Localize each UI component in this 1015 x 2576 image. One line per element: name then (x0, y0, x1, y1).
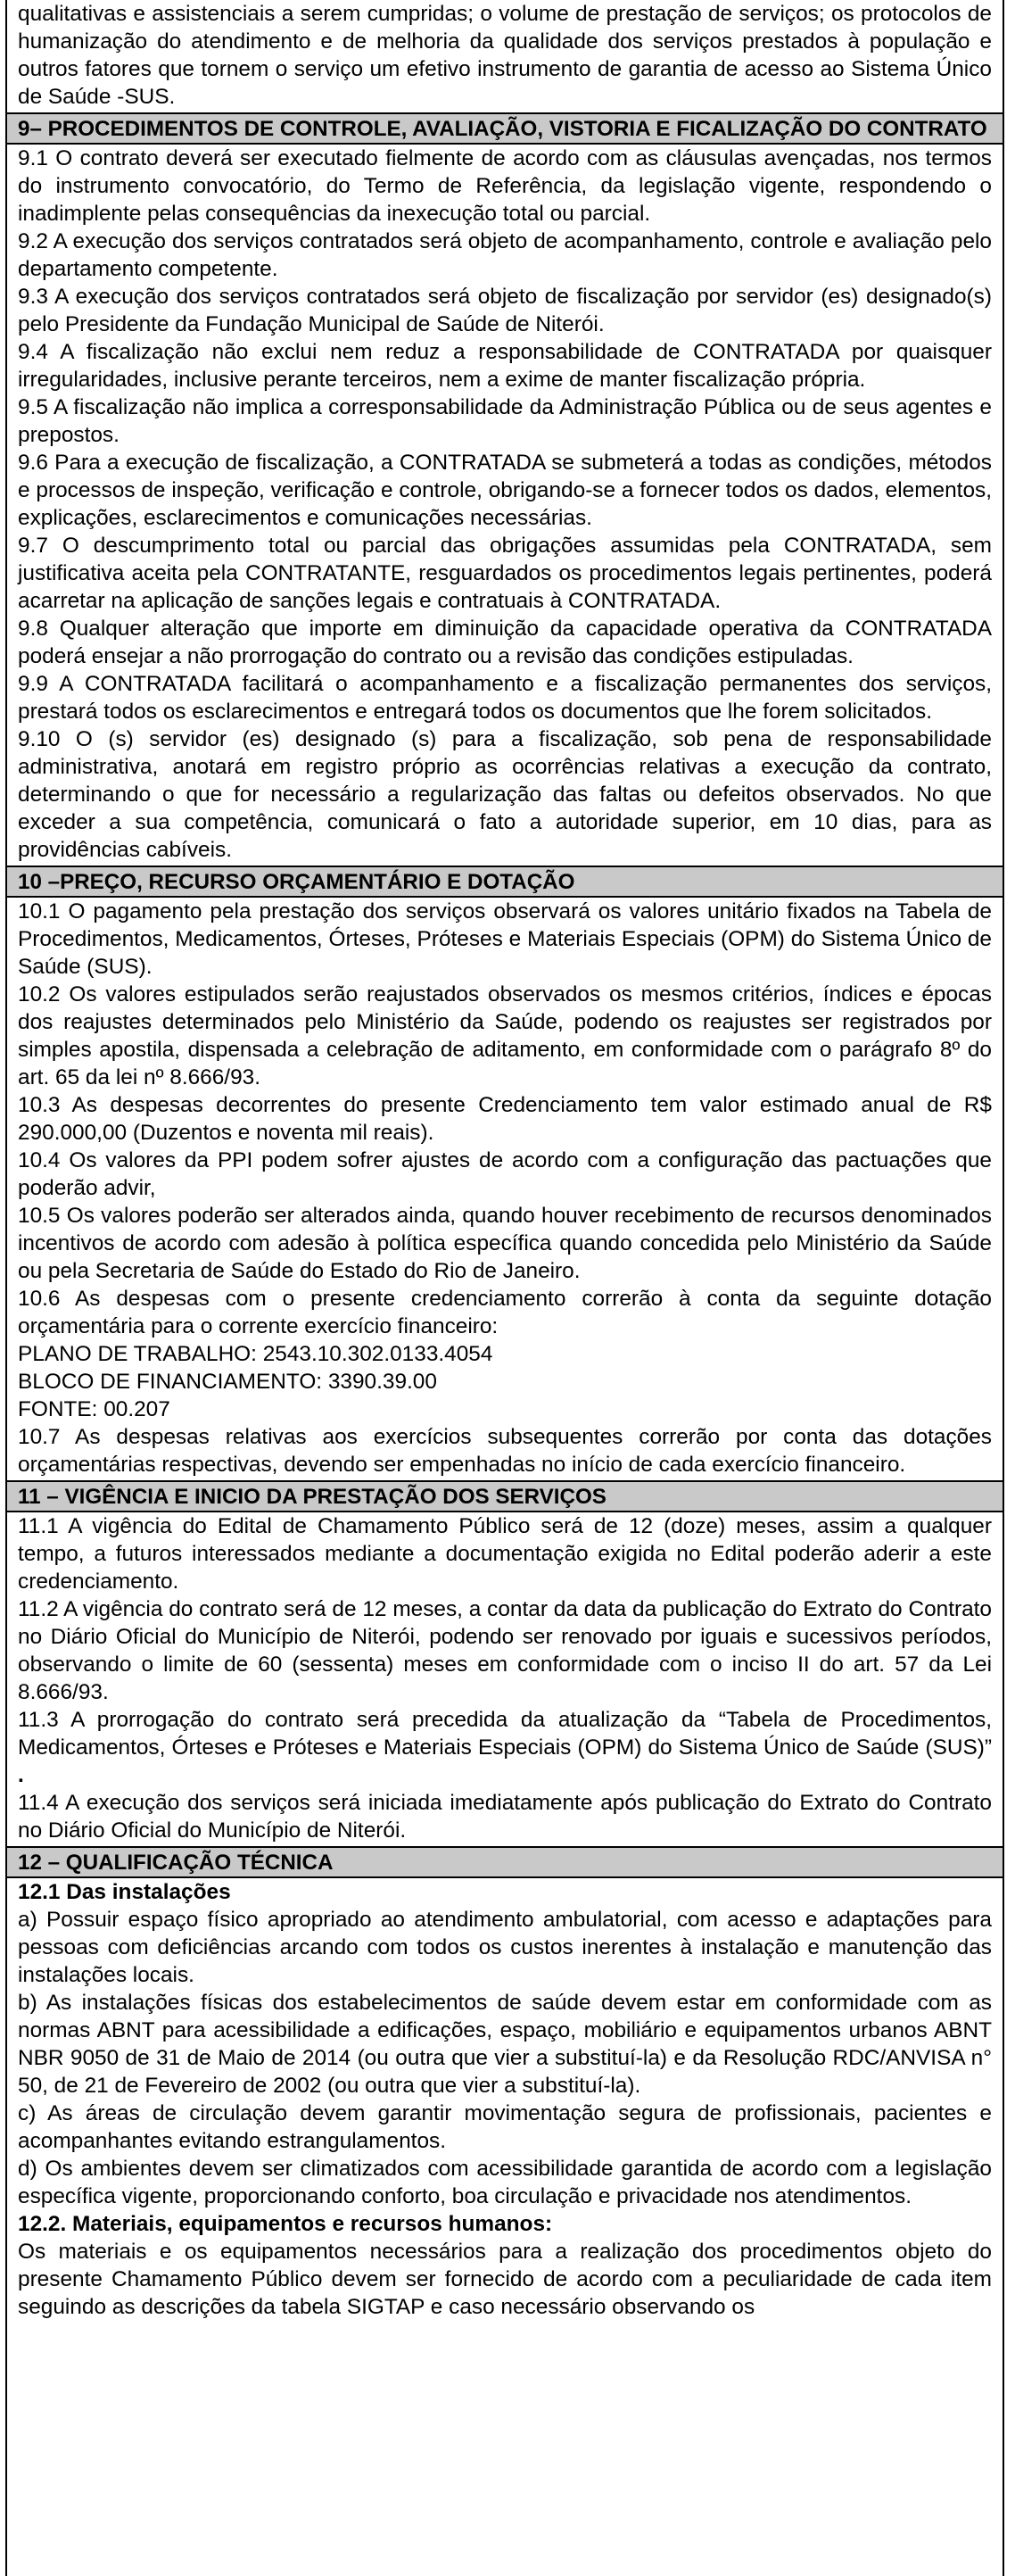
clause-9-9: 9.9 A CONTRATADA facilitará o acompanhamento e a fiscalização permanentes dos serviços, prestará todos os esclarecimentos e entregará todos os documentos que lhe forem solicitados. (18, 672, 992, 724)
clause-11-1: 11.1 A vigência do Edital de Chamamento Público será de 12 (doze) meses, assim a qualquer tempo, a futuros interessados mediante a documentação exigida no Edital poderão aderir a este credenciamento. (18, 1514, 992, 1594)
clause-11-3-text: 11.3 A prorrogação do contrato será precedida da atualização da “Tabela de Procedimentos, Medicamentos, Órteses e Próteses e Materiais Especiais (OPM) do Sistema Único de Saúde (SUS)” (18, 1708, 992, 1760)
budget-fonte: FONTE: 00.207 (18, 1397, 170, 1421)
budget-bloco-financiamento: BLOCO DE FINANCIAMENTO: 3390.39.00 (18, 1370, 437, 1394)
intro-paragraph: qualitativas e assistenciais a serem cumpridas; o volume de prestação de serviços; os protocolos de humanização do atendimento e de melhoria da qualidade dos serviços prestados à população e outros fatores que tornem o serviço um efetivo instrumento de garantia de acesso ao Sistema Único de Saúde -SUS. (18, 2, 992, 109)
clause-10-2: 10.2 Os valores estipulados serão reajustados observados os mesmos critérios, índices e épocas dos reajustes determinados pelo Ministério da Saúde, podendo os reajustes ser registrados por simples apostila, dispensada a celebração de aditamento, em conformidade com o parágrafo 8º do art. 65 da lei nº 8.666/93. (18, 982, 992, 1089)
clause-10-7: 10.7 As despesas relativas aos exercícios subsequentes correrão por conta das dotações orçamentárias respectivas, devendo ser empenhadas no início de cada exercício financeiro. (18, 1425, 992, 1477)
section-11-title: 11 – VIGÊNCIA E INICIO DA PRESTAÇÃO DOS SERVIÇOS (7, 1480, 1003, 1512)
subsection-12-1-title: 12.1 Das instalações (18, 1880, 231, 1904)
clause-12-2-text: Os materiais e os equipamentos necessários para a realização dos procedimentos objeto do presente Chamamento Público devem ser fornecido de acordo com a peculiaridade de cada item seguindo as descrições da tabela SIGTAP e caso necessário observando os (18, 2240, 992, 2319)
clause-10-4: 10.4 Os valores da PPI podem sofrer ajustes de acordo com a configuração das pactuações que poderão advir, (18, 1148, 992, 1200)
clause-10-3: 10.3 As despesas decorrentes do presente Credenciamento tem valor estimado anual de R$ 290.000,00 (Duzentos e noventa mil reais). (18, 1093, 992, 1145)
clause-11-3 (7, 1706, 1003, 1789)
clause-9-7: 9.7 O descumprimento total ou parcial das obrigações assumidas pela CONTRATADA, sem justificativa aceita pela CONTRATANTE, resguardados os procedimentos legais pertinentes, poderá acarretar na aplicação de sanções legais e contratuais à CONTRATADA. (18, 534, 992, 613)
clause-9-6: 9.6 Para a execução de fiscalização, a CONTRATADA se submeterá a todas as condições, métodos e processos de inspeção, verificação e controle, obrigando-se a fornecer todos os dados, elementos, explicações, esclarecimentos e comunicações necessárias. (18, 451, 992, 530)
clause-9-8: 9.8 Qualquer alteração que importe em diminuição da capacidade operativa da CONTRATADA poderá ensejar a não prorrogação do contrato ou a revisão das condições estipuladas. (18, 617, 992, 668)
item-12-1-a: a) Possuir espaço físico apropriado ao atendimento ambulatorial, com acesso e adaptações para pessoas com deficiências arcando com todos os custos inerentes à instalação e manutenção das instalações locais. (18, 1908, 992, 1987)
clause-9-3: 9.3 A execução dos serviços contratados será objeto de fiscalização por servidor (es) designado(s) pelo Presidente da Fundação Municipal de Saúde de Niterói. (18, 285, 992, 336)
item-12-1-b: b) As instalações físicas dos estabelecimentos de saúde devem estar em conformidade com as normas ABNT para acessibilidade a edificações, espaço, mobiliário e equipamentos urbanos ABNT NBR 9050 de 31 de Maio de 2014 (ou outra que vier a substituí-la) e da Resolução RDC/ANVISA n° 50, de 21 de Fevereiro de 2002 (ou outra que vier a substituí-la). (18, 1991, 992, 2098)
section-9-title: 9– PROCEDIMENTOS DE CONTROLE, AVALIAÇÃO, VISTORIA E FICALIZAÇÃO DO CONTRATO (7, 112, 1003, 145)
clause-11-4: 11.4 A execução dos serviços será iniciada imediatamente após publicação do Extrato do Contrato no Diário Oficial do Município de Niterói. (18, 1791, 992, 1843)
clause-9-1: 9.1 O contrato deverá ser executado fielmente de acordo com as cláusulas avençadas, nos termos do instrumento convocatório, do Termo de Referência, da legislação vigente, respondendo o inadimplente pelas consequências da inexecução total ou parcial. (18, 146, 992, 226)
clause-9-5: 9.5 A fiscalização não implica a corresponsabilidade da Administração Pública ou de seus agentes e prepostos. (18, 395, 992, 447)
clause-10-1: 10.1 O pagamento pela prestação dos serviços observará os valores unitário fixados na Tabela de Procedimentos, Medicamentos, Órteses, Próteses e Materiais Especiais (OPM) do Sistema Único de Saúde (SUS). (18, 899, 992, 979)
clause-9-10: 9.10 O (s) servidor (es) designado (s) para a fiscalização, sob pena de responsabilidade administrativa, anotará em registro próprio as ocorrências relativas a execução da contrato, determinando o que for necessário a regularização das faltas ou defeitos observados. No que exceder a sua competência, comunicará o fato a autoridade superior, em 10 dias, para as providências cabíveis. (18, 727, 992, 862)
budget-plano-trabalho: PLANO DE TRABALHO: 2543.10.302.0133.4054 (18, 1342, 493, 1366)
item-12-1-c: c) As áreas de circulação devem garantir movimentação segura de profissionais, pacientes e acompanhantes evitando estrangulamentos. (18, 2101, 992, 2153)
clause-11-2: 11.2 A vigência do contrato será de 12 meses, a contar da data da publicação do Extrato do Contrato no Diário Oficial do Município de Niterói, podendo ser renovado por iguais e sucessivos períodos, observando o limite de 60 (sessenta) meses em conformidade com o inciso II do art. 57 da Lei 8.666/93. (18, 1597, 992, 1704)
clause-10-5: 10.5 Os valores poderão ser alterados ainda, quando houver recebimento de recursos denominados incentivos de acordo com adesão à política específica quando concedida pelo Ministério da Saúde ou pela Secretaria de Saúde do Estado do Rio de Janeiro. (18, 1204, 992, 1283)
document-content (7, 0, 1003, 2321)
clause-9-2: 9.2 A execução dos serviços contratados será objeto de acompanhamento, controle e avaliação pelo departamento competente. (18, 229, 992, 281)
section-10-title: 10 –PREÇO, RECURSO ORÇAMENTÁRIO E DOTAÇÃO (7, 866, 1003, 898)
clause-9-4: 9.4 A fiscalização não exclui nem reduz a responsabilidade de CONTRATADA por quaisquer irregularidades, inclusive perante terceiros, nem a exime de manter fiscalização própria. (18, 340, 992, 392)
clause-10-6: 10.6 As despesas com o presente credenciamento correrão à conta da seguinte dotação orçamentária para o corrente exercício financeiro: (18, 1287, 992, 1338)
section-12-title: 12 – QUALIFICAÇÃO TÉCNICA (7, 1846, 1003, 1878)
document-frame (5, 0, 1004, 2576)
clause-11-3-end: . (18, 1763, 24, 1787)
subsection-12-2-title: 12.2. Materiais, equipamentos e recursos humanos: (18, 2212, 553, 2236)
item-12-1-d: d) Os ambientes devem ser climatizados com acessibilidade garantida de acordo com a legislação específica vigente, proporcionando conforto, boa circulação e privacidade nos atendimentos. (18, 2157, 992, 2208)
